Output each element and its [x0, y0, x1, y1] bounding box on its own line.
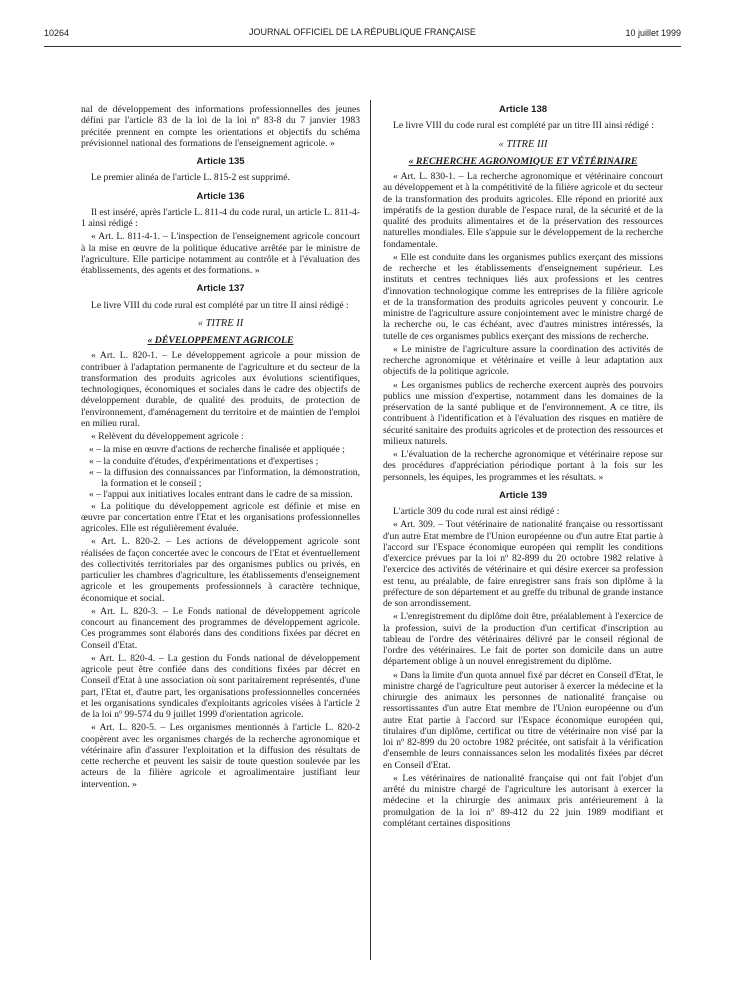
paragraph: L'article 309 du code rural est ainsi rédigé :	[393, 506, 560, 517]
paragraph: Le premier alinéa de l'article L. 815-2 est supprimé.	[91, 172, 290, 184]
article-heading-137: Article 137	[196, 283, 245, 295]
paragraph: « Art. L. 820-1. – Le développement agricole a pour mission de contribuer à l'adaptation permanente de l'agriculture et du secteur de la transformation des produits agricoles aux évolutions scientifiques, technologiques, économiques et sociales dans le cadre des objectifs de développement durable, de qualité des produits, de protection de l'environnement, d'aménagement du territoire et de maintien de l'emploi en milieu rural.	[81, 350, 360, 429]
paragraph: « Le ministre de l'agriculture assure la coordination des activités de recherche agronomique et vétérinaire et veille à leur adaptation aux objectifs de la politique agricole.	[383, 343, 663, 378]
page-number: 10264	[44, 28, 70, 38]
column-divider	[370, 100, 371, 960]
paragraph: « La politique du développement agricole est définie et mise en œuvre par concertation entre l'Etat et les organisations professionnelles agricoles. Elle est régulièrement évaluée.	[81, 500, 360, 534]
list-item: « – la conduite d'études, d'expérimentations et d'expertises ;	[89, 455, 319, 467]
titre-subheading: « RECHERCHE AGRONOMIQUE ET VÉTÉRINAIRE	[408, 155, 638, 167]
paragraph: « Art. L. 830-1. – La recherche agronomique et vétérinaire concourt au développement et à la compétitivité de la filière agricole et du secteur de la transformation des produits agricoles. Elle répond en priorité aux impératifs de la gestion durable de l'espace rural, de la sécurité et de la qualité des produits alimentaires et de la préservation des ressources naturelles mondiales. Elle s'appuie sur le développement de la recherche fondamentale.	[383, 171, 663, 250]
paragraph: « Dans la limite d'un quota annuel fixé par décret en Conseil d'Etat, le ministre chargé de l'agriculture peut autoriser à exercer la médecine et la chirurgie des animaux les personnes de nationalité française ou ressortissantes d'un autre Etat membre de l'Union européenne ou d'un autre Etat partie à l'accord sur l'Espace économique européen qui, titulaires d'un diplôme, certificat ou titre de vétérinaire non visé par la loi nº 82-899 du 20 octobre 1982 précitée, ont satisfait à la vérification d'ensemble de leurs connaissances selon les modalités fixées par décret en Conseil d'Etat.	[383, 669, 663, 771]
page-header	[44, 20, 681, 47]
issue-date: 10 juillet 1999	[625, 28, 681, 38]
list-item: « – la mise en œuvre d'actions de recherche finalisée et appliquée ;	[89, 444, 345, 456]
paragraph: nal de développement des informations professionnelles des jeunes défini par l'article 83 de la loi de la loi nº 83-8 du 7 janvier 1983 précitée prennent en compte les orientations et objectifs du schéma prévisionnel national des formations de l'enseignement agricole. »	[81, 104, 360, 149]
paragraph: « Relèvent du développement agricole :	[91, 431, 244, 442]
list-item: « – la diffusion des connaissances par l'information, la démonstration, la formation et le conseil ;	[89, 466, 360, 489]
article-heading-138: Article 138	[498, 104, 548, 115]
mission-list	[81, 444, 360, 500]
paragraph: « Art. L. 811-4-1. – L'inspection de l'enseignement agricole concourt à la mise en œuvre de la politique éducative arrêtée par le ministre de l'agriculture. Elle participe notamment au contrôle et à l'évaluation des établissements, des agents et des formations. »	[81, 231, 360, 276]
article-heading-135: Article 135	[196, 156, 245, 167]
paragraph: Il est inséré, après l'article L. 811-4 du code rural, un article L. 811-4-1 ainsi rédigé :	[81, 206, 360, 229]
titre-heading: « TITRE III	[498, 138, 548, 150]
paragraph: « Les organismes publics de recherche exercent auprès des pouvoirs publics une mission d'expertise, notamment dans les domaines de la préservation de la santé publique et de l'environnement. A ce titre, ils contribuent à l'identification et à l'évaluation des risques en matière de sécurité sanitaire des produits agricoles et de protection des ressources et milieux naturels.	[383, 379, 663, 447]
paragraph: Le livre VIII du code rural est complété par un titre III ainsi rédigé :	[393, 120, 654, 132]
left-column	[81, 104, 360, 792]
paragraph: « Elle est conduite dans les organismes publics exerçant des missions de recherche et les établissements d'enseignement supérieur. Les instituts et centres techniques liés aux professions et les centres d'innovation technologique comme les entreprises de la filière agricole et de la transformation des produits agricoles peuvent y concourir. Le ministre de l'agriculture assure conjointement avec le ministre chargé de la recherche ou, le cas échéant, avec d'autres ministres intéressés, la tutelle de ces organismes publics exerçant des missions de recherche.	[383, 251, 663, 342]
paragraph: « Art. L. 820-2. – Les actions de développement agricole sont réalisées de façon concertée avec le concours de l'Etat et éventuellement des collectivités territoriales par des organismes publics ou privés, en particulier les chambres d'agriculture, les établissements d'enseignement agricole et les groupements professionnels à caractère technique, économique et social.	[81, 536, 360, 604]
paragraph: « Art. L. 820-3. – Le Fonds national de développement agricole concourt au financement des programmes de développement agricole. Ces programmes sont élaborés dans des conditions fixées par décret en Conseil d'Etat.	[81, 605, 360, 651]
list-item: « – l'appui aux initiatives locales entrant dans le cadre de sa mission.	[89, 489, 353, 501]
paragraph: « L'enregistrement du diplôme doit être, préalablement à l'exercice de la profession, suivi de la production d'un certificat d'inscription au tableau de l'ordre des vétérinaires délivré par le conseil régional de l'ordre des vétérinaires. Le fait de porter son domicile dans un autre département oblige à un nouvel enregistrement du diplôme.	[383, 611, 663, 668]
titre-subheading: « DÉVELOPPEMENT AGRICOLE	[147, 335, 294, 346]
article-heading-139: Article 139	[498, 489, 548, 501]
right-column	[383, 104, 663, 831]
paragraph: « Art. 309. – Tout vétérinaire de nationalité française ou ressortissant d'un autre Etat membre de l'Union européenne ou d'un autre Etat partie à l'accord sur l'Espace économique européen qui remplit les conditions d'exercice prévues par la loi nº 82-899 du 20 octobre 1982 relative à l'exercice des activités de vétérinaire et qui désire exercer sa profession est tenu, au préalable, de faire enregistrer sans frais son diplôme à la préfecture de son département et au greffe du tribunal de grande instance de son arrondissement.	[383, 519, 663, 609]
journal-title: JOURNAL OFFICIEL DE LA RÉPUBLIQUE FRANÇAISE	[249, 27, 476, 37]
article-heading-136: Article 136	[196, 190, 245, 202]
paragraph: « Art. L. 820-5. – Les organismes mentionnés à l'article L. 820-2 coopèrent avec les organismes chargés de la recherche agronomique et vétérinaire afin d'assurer l'exploitation et la diffusion des résultats de cette recherche et peuvent les saisir de toute question soulevée par les acteurs de la filière agricole et agroalimentaire justifiant leur intervention. »	[81, 722, 360, 790]
paragraph: « Art. L. 820-4. – La gestion du Fonds national de développement agricole peut être confiée dans des conditions fixées par décret en Conseil d'Etat à une association où sont paritairement représentés, d'une part, l'Etat et, d'autre part, les organisations professionnelles concernées et les organisations syndicales d'exploitants agricoles visées à l'article 2 de la loi nº 99-574 du 9 juillet 1999 d'orientation agricole.	[81, 652, 360, 720]
paragraph: « L'évaluation de la recherche agronomique et vétérinaire repose sur des procédures d'appréciation périodique portant à la fois sur les personnels, les équipes, les programmes et les résultats. »	[383, 449, 663, 483]
paragraph: « Les vétérinaires de nationalité française qui ont fait l'objet d'un arrêté du ministre chargé de l'agriculture les autorisant à exercer la médecine et la chirurgie des animaux pris antérieurement à la promulgation de la loi nº 89-412 du 22 juin 1989 modifiant et complétant certaines dispositions	[383, 772, 663, 829]
paragraph: Le livre VIII du code rural est complété par un titre II ainsi rédigé :	[91, 299, 349, 311]
titre-heading: « TITRE II	[197, 317, 244, 329]
